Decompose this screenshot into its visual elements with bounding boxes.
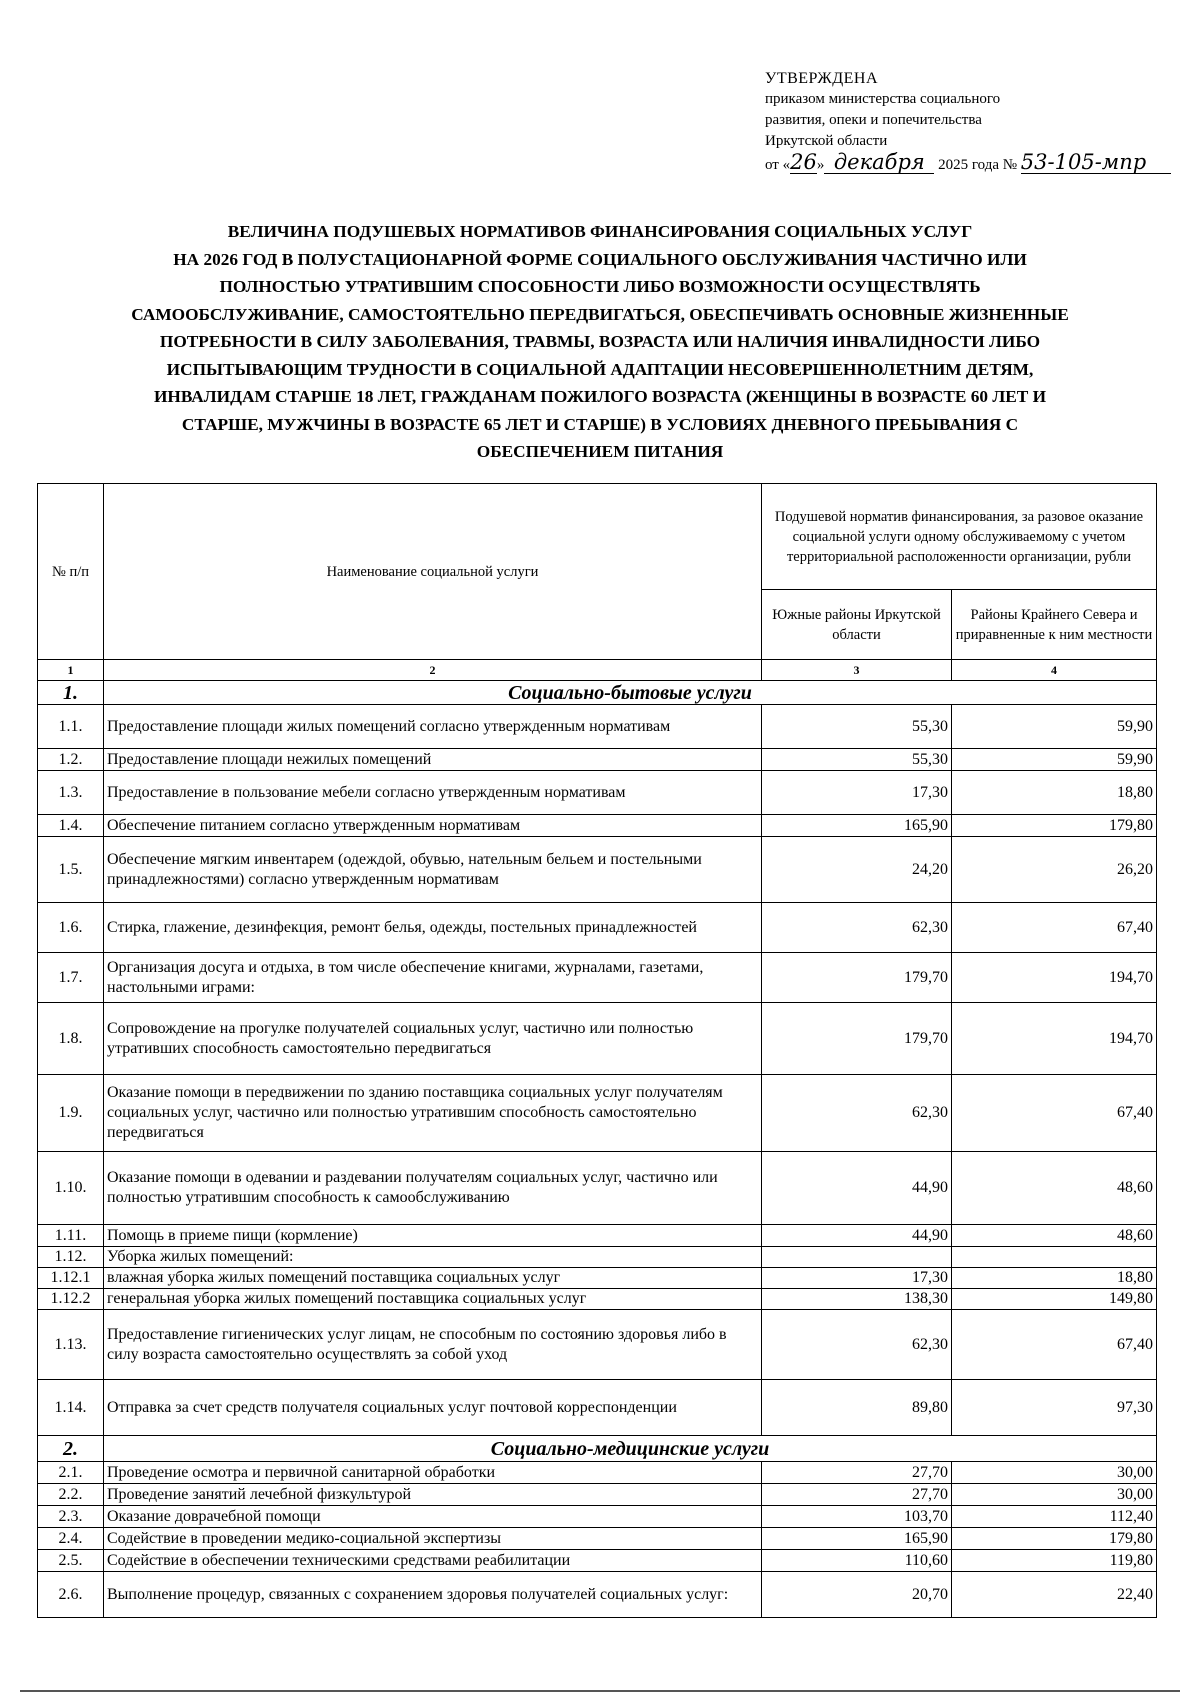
- south-value: [762, 1247, 952, 1268]
- south-value: 62,30: [762, 1075, 952, 1152]
- header-row: [38, 484, 1157, 590]
- south-value: 179,70: [762, 953, 952, 1003]
- table-row: [38, 1462, 1157, 1484]
- service-name: Предоставление в пользование мебели согласно утвержденным нормативам: [104, 771, 762, 815]
- service-name: Стирка, глажение, дезинфекция, ремонт белья, одежды, постельных принадлежностей: [104, 903, 762, 953]
- row-number: 1.2.: [38, 749, 104, 771]
- row-number: 1.10.: [38, 1152, 104, 1225]
- row-number: 2.6.: [38, 1572, 104, 1618]
- row-number: 2.5.: [38, 1550, 104, 1572]
- south-value: 44,90: [762, 1225, 952, 1247]
- row-number: 2.2.: [38, 1484, 104, 1506]
- row-number: 2.4.: [38, 1528, 104, 1550]
- service-name: Проведение осмотра и первичной санитарной обработки: [104, 1462, 762, 1484]
- table-row: [38, 1380, 1157, 1436]
- table-row: [38, 1528, 1157, 1550]
- service-name: Помощь в приеме пищи (кормление): [104, 1225, 762, 1247]
- service-name: Выполнение процедур, связанных с сохранением здоровья получателей социальных услуг:: [104, 1572, 762, 1618]
- service-name: Предоставление площади жилых помещений согласно утвержденным нормативам: [104, 705, 762, 749]
- north-value: [952, 1247, 1157, 1268]
- service-name: Обеспечение питанием согласно утвержденным нормативам: [104, 815, 762, 837]
- south-value: 20,70: [762, 1572, 952, 1618]
- approval-heading: УТВЕРЖДЕНА: [765, 70, 879, 87]
- table-row: [38, 1550, 1157, 1572]
- title-line-8: СТАРШЕ, МУЖЧИНЫ В ВОЗРАСТЕ 65 ЛЕТ И СТАРШЕ) В УСЛОВИЯХ ДНЕВНОГО ПРЕБЫВАНИЯ С: [181, 414, 1019, 434]
- title-line-2: НА 2026 ГОД В ПОЛУСТАЦИОНАРНОЙ ФОРМЕ СОЦИАЛЬНОГО ОБСЛУЖИВАНИЯ ЧАСТИЧНО ИЛИ: [173, 249, 1027, 269]
- north-value: 119,80: [952, 1550, 1157, 1572]
- section-number: 2.: [38, 1436, 104, 1462]
- north-value: 26,20: [952, 837, 1157, 903]
- table-row: [38, 1310, 1157, 1380]
- table-row: [38, 1506, 1157, 1528]
- north-value: 67,40: [952, 903, 1157, 953]
- south-value: 44,90: [762, 1152, 952, 1225]
- service-name: Уборка жилых помещений:: [104, 1247, 762, 1268]
- service-name: Оказание помощи в одевании и раздевании получателям социальных услуг, частично или полностью утратившим способность к самообслуживанию: [104, 1152, 762, 1225]
- service-name: влажная уборка жилых помещений поставщика социальных услуг: [104, 1268, 762, 1289]
- section-row: [38, 1436, 1157, 1462]
- row-number: 1.9.: [38, 1075, 104, 1152]
- section-row: [38, 681, 1157, 705]
- document-title: [40, 218, 1160, 466]
- service-name: Оказание доврачебной помощи: [104, 1506, 762, 1528]
- column-index: 2: [104, 660, 762, 681]
- table-row: [38, 1572, 1157, 1618]
- col-south-header: Южные районы Иркутской области: [762, 590, 952, 660]
- south-value: 103,70: [762, 1506, 952, 1528]
- row-number: 2.3.: [38, 1506, 104, 1528]
- south-value: 165,90: [762, 1528, 952, 1550]
- column-index: 4: [952, 660, 1157, 681]
- table-row: [38, 705, 1157, 749]
- south-value: 138,30: [762, 1289, 952, 1310]
- section-title: Социально-бытовые услуги: [104, 681, 1157, 705]
- table-row: [38, 1268, 1157, 1289]
- service-name: генеральная уборка жилых помещений поставщика социальных услуг: [104, 1289, 762, 1310]
- service-name: Отправка за счет средств получателя социальных услуг почтовой корреспонденции: [104, 1380, 762, 1436]
- order-month: декабря: [824, 152, 934, 174]
- south-value: 55,30: [762, 749, 952, 771]
- south-value: 62,30: [762, 903, 952, 953]
- north-value: 48,60: [952, 1225, 1157, 1247]
- north-value: 194,70: [952, 953, 1157, 1003]
- table-row: [38, 1289, 1157, 1310]
- table-row: [38, 815, 1157, 837]
- service-name: Содействие в обеспечении техническими средствами реабилитации: [104, 1550, 762, 1572]
- table-row: [38, 1484, 1157, 1506]
- table-row: [38, 1225, 1157, 1247]
- row-number: 1.5.: [38, 837, 104, 903]
- south-value: 17,30: [762, 771, 952, 815]
- order-quote-close: »: [816, 157, 825, 173]
- south-value: 62,30: [762, 1310, 952, 1380]
- table-row: [38, 1247, 1157, 1268]
- title-line-5: ПОТРЕБНОСТИ В СИЛУ ЗАБОЛЕВАНИЯ, ТРАВМЫ, ВОЗРАСТА ИЛИ НАЛИЧИЯ ИНВАЛИДНОСТИ ЛИБО: [159, 332, 1041, 351]
- north-value: 30,00: [952, 1462, 1157, 1484]
- north-value: 97,30: [952, 1380, 1157, 1436]
- title-line-6: ИСПЫТЫВАЮЩИМ ТРУДНОСТИ В СОЦИАЛЬНОЙ АДАПТАЦИИ НЕСОВЕРШЕННОЛЕТНИМ ДЕТЯМ,: [166, 359, 1034, 379]
- col-num-header: № п/п: [38, 484, 104, 660]
- north-value: 30,00: [952, 1484, 1157, 1506]
- table-row: [38, 1152, 1157, 1225]
- row-number: 1.11.: [38, 1225, 104, 1247]
- row-number: 1.12.1: [38, 1268, 104, 1289]
- north-value: 59,90: [952, 705, 1157, 749]
- service-name: Проведение занятий лечебной физкультурой: [104, 1484, 762, 1506]
- title-line-4: САМООБСЛУЖИВАНИЕ, САМОСТОЯТЕЛЬНО ПЕРЕДВИГАТЬСЯ, ОБЕСПЕЧИВАТЬ ОСНОВНЫЕ ЖИЗНЕННЫЕ: [131, 304, 1069, 324]
- column-index-row: [38, 660, 1157, 681]
- approval-line-3: Иркутской области: [765, 133, 888, 149]
- column-index: 1: [38, 660, 104, 681]
- approval-stamp: [765, 68, 1165, 176]
- table-row: [38, 771, 1157, 815]
- title-line-1: ВЕЛИЧИНА ПОДУШЕВЫХ НОРМАТИВОВ ФИНАНСИРОВАНИЯ СОЦИАЛЬНЫХ УСЛУГ: [227, 222, 973, 241]
- north-value: 67,40: [952, 1310, 1157, 1380]
- col-north-header: Районы Крайнего Севера и приравненные к ним местности: [952, 590, 1157, 660]
- title-line-3: ПОЛНОСТЬЮ УТРАТИВШИМ СПОСОБНОСТИ ЛИБО ВОЗМОЖНОСТИ ОСУЩЕСТВЛЯТЬ: [219, 277, 981, 296]
- row-number: 2.1.: [38, 1462, 104, 1484]
- table-row: [38, 1003, 1157, 1075]
- row-number: 1.7.: [38, 953, 104, 1003]
- column-index: 3: [762, 660, 952, 681]
- title-line-7: ИНВАЛИДАМ СТАРШЕ 18 ЛЕТ, ГРАЖДАНАМ ПОЖИЛОГО ВОЗРАСТА (ЖЕНЩИНЫ В ВОЗРАСТЕ 60 ЛЕТ И: [153, 387, 1047, 406]
- row-number: 1.12.2: [38, 1289, 104, 1310]
- title-line-9: ОБЕСПЕЧЕНИЕМ ПИТАНИЯ: [476, 442, 724, 461]
- service-name: Сопровождение на прогулке получателей социальных услуг, частично или полностью утративших способность самостоятельно передвигаться: [104, 1003, 762, 1075]
- order-prefix: от «: [765, 157, 791, 173]
- south-value: 17,30: [762, 1268, 952, 1289]
- south-value: 24,20: [762, 837, 952, 903]
- approval-order-line: [765, 152, 1165, 176]
- row-number: 1.8.: [38, 1003, 104, 1075]
- section-number: 1.: [38, 681, 104, 705]
- north-value: 149,80: [952, 1289, 1157, 1310]
- south-value: 27,70: [762, 1484, 952, 1506]
- row-number: 1.4.: [38, 815, 104, 837]
- approval-line-2: развития, опеки и попечительства: [765, 112, 982, 128]
- col-name-header: Наименование социальной услуги: [104, 484, 762, 660]
- row-number: 1.3.: [38, 771, 104, 815]
- service-name: Оказание помощи в передвижении по зданию поставщика социальных услуг получателям социальных услуг, частично или полностью утратившим способность самостоятельно передвигаться: [104, 1075, 762, 1152]
- north-value: 112,40: [952, 1506, 1157, 1528]
- north-value: 48,60: [952, 1152, 1157, 1225]
- row-number: 1.12.: [38, 1247, 104, 1268]
- page-bottom-rule: [20, 1690, 1180, 1692]
- north-value: 179,80: [952, 1528, 1157, 1550]
- order-number: 53-105-мпр: [1021, 152, 1171, 174]
- table-row: [38, 953, 1157, 1003]
- row-number: 1.13.: [38, 1310, 104, 1380]
- south-value: 110,60: [762, 1550, 952, 1572]
- north-value: 18,80: [952, 1268, 1157, 1289]
- north-value: 67,40: [952, 1075, 1157, 1152]
- service-name: Предоставление гигиенических услуг лицам, не способным по состоянию здоровья либо в силу возраста самостоятельно осуществлять за собой уход: [104, 1310, 762, 1380]
- south-value: 165,90: [762, 815, 952, 837]
- service-name: Содействие в проведении медико-социальной экспертизы: [104, 1528, 762, 1550]
- row-number: 1.1.: [38, 705, 104, 749]
- row-number: 1.14.: [38, 1380, 104, 1436]
- north-value: 59,90: [952, 749, 1157, 771]
- approval-line-1: приказом министерства социального: [765, 91, 1001, 107]
- service-name: Обеспечение мягким инвентарем (одеждой, обувью, нательным бельем и постельными принадлежностями) согласно утвержденным нормативам: [104, 837, 762, 903]
- service-name: Предоставление площади нежилых помещений: [104, 749, 762, 771]
- service-name: Организация досуга и отдыха, в том числе обеспечение книгами, журналами, газетами, настольными играми:: [104, 953, 762, 1003]
- south-value: 89,80: [762, 1380, 952, 1436]
- table-row: [38, 749, 1157, 771]
- section-title: Социально-медицинские услуги: [104, 1436, 1157, 1462]
- row-number: 1.6.: [38, 903, 104, 953]
- norms-table: [37, 483, 1157, 1618]
- south-value: 55,30: [762, 705, 952, 749]
- col-norm-header: Подушевой норматив финансирования, за разовое оказание социальной услуги одному обслуживаемому с учетом территориальной расположенности организации, рубли: [762, 484, 1157, 590]
- table-row: [38, 903, 1157, 953]
- north-value: 22,40: [952, 1572, 1157, 1618]
- north-value: 18,80: [952, 771, 1157, 815]
- north-value: 179,80: [952, 815, 1157, 837]
- south-value: 179,70: [762, 1003, 952, 1075]
- order-year: 2025 года №: [938, 157, 1018, 173]
- south-value: 27,70: [762, 1462, 952, 1484]
- table-row: [38, 837, 1157, 903]
- table-row: [38, 1075, 1157, 1152]
- order-day: 26: [790, 150, 817, 174]
- north-value: 194,70: [952, 1003, 1157, 1075]
